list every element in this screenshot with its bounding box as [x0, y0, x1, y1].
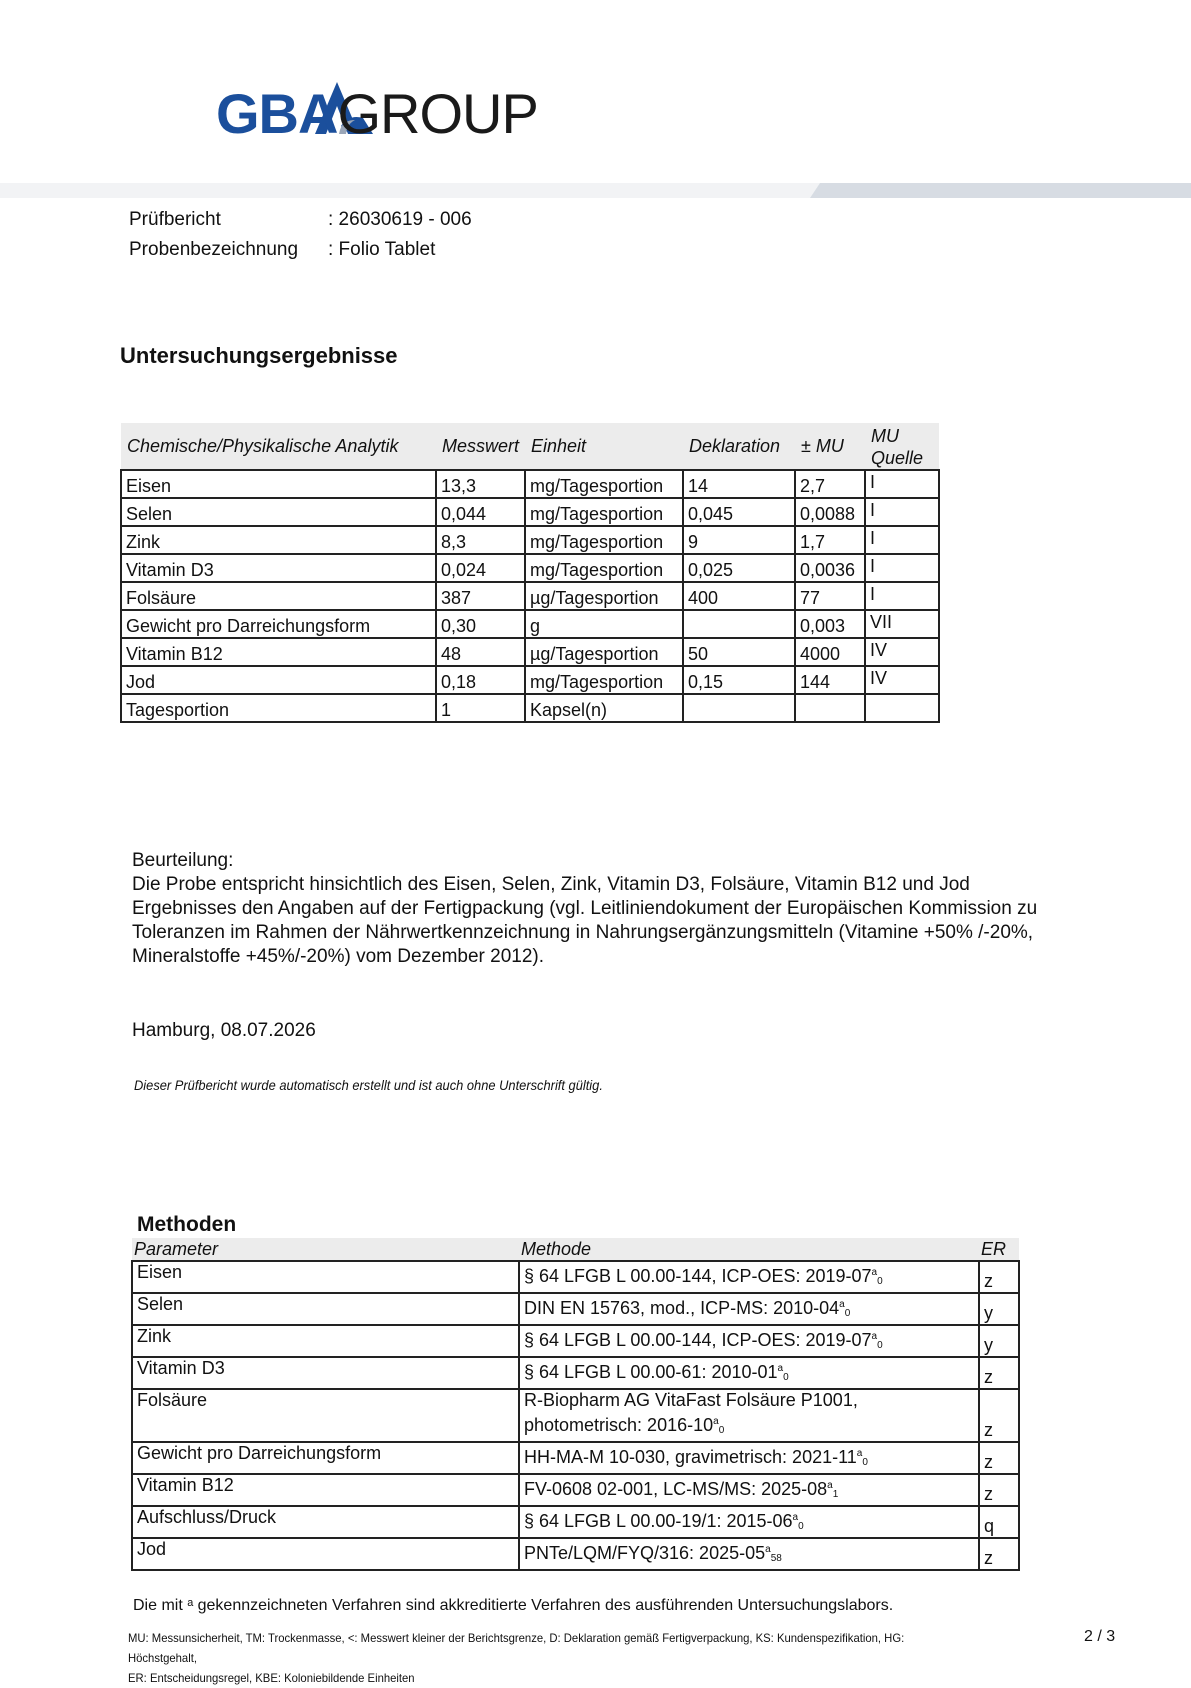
abbreviations-line-2: ER: Entscheidungsregel, KBE: Koloniebildende Einheiten [128, 1671, 415, 1685]
method-cell [519, 1325, 979, 1357]
logo-wordmark [216, 84, 538, 144]
result-declaration-cell: 50 [683, 638, 795, 666]
header-mu-source: MU Quelle [865, 423, 939, 470]
assessment [132, 849, 1072, 969]
result-mu-cell: 1,7 [795, 526, 865, 554]
results-body [121, 470, 939, 722]
header-declaration: Deklaration [683, 423, 795, 470]
accreditation-mark: a [856, 1448, 863, 1459]
result-unit-cell: mg/Tagesportion [525, 498, 683, 526]
method-text-line-1: § 64 LFGB L 00.00-61: 2010-01 [524, 1362, 778, 1382]
result-mu-cell: 4000 [795, 638, 865, 666]
result-unit-cell: mg/Tagesportion [525, 554, 683, 582]
result-mu-source-cell: I [865, 554, 939, 582]
result-mu-cell: 144 [795, 666, 865, 694]
method-cell [519, 1538, 979, 1570]
method-parameter-cell: Selen [132, 1293, 519, 1325]
result-mu-cell [795, 694, 865, 722]
result-mu-cell: 0,0036 [795, 554, 865, 582]
result-analyte-cell: Jod [121, 666, 436, 694]
result-unit-cell: g [525, 610, 683, 638]
method-cell [519, 1357, 979, 1389]
method-parameter-cell: Gewicht pro Darreichungsform [132, 1442, 519, 1474]
result-value-cell: 48 [436, 638, 525, 666]
result-value-cell: 8,3 [436, 526, 525, 554]
method-cell [519, 1506, 979, 1538]
result-value-cell: 13,3 [436, 470, 525, 498]
method-row [132, 1474, 1019, 1506]
method-er-cell: z [979, 1538, 1019, 1570]
result-mu-source-cell: IV [865, 666, 939, 694]
result-mu-source-cell: I [865, 498, 939, 526]
report-number-label: Prüfbericht [129, 209, 221, 230]
result-row [121, 470, 939, 498]
report-number-value: : 26030619 - 006 [328, 209, 472, 230]
logo-text-gba: GBA [216, 82, 338, 145]
result-unit-cell: µg/Tagesportion [525, 638, 683, 666]
result-value-cell: 0,044 [436, 498, 525, 526]
methods-header-row [132, 1238, 1019, 1261]
result-declaration-cell: 0,15 [683, 666, 795, 694]
result-unit-cell: mg/Tagesportion [525, 526, 683, 554]
method-text-line-2: photometrisch: 2016-10 [524, 1415, 714, 1435]
accreditation-mark: a [839, 1299, 845, 1310]
method-row [132, 1538, 1019, 1570]
accreditation-mark: a [827, 1480, 833, 1491]
method-er-cell: z [979, 1261, 1019, 1293]
result-analyte-cell: Vitamin D3 [121, 554, 436, 582]
result-row [121, 638, 939, 666]
method-index: 1 [832, 1489, 839, 1500]
sample-value: : Folio Tablet [328, 239, 436, 260]
method-text-line-1: DIN EN 15763, mod., ICP-MS: 2010-04 [524, 1298, 840, 1318]
results-header-row [121, 423, 939, 470]
method-text-line-1: § 64 LFGB L 00.00-19/1: 2015-06 [524, 1511, 793, 1531]
header-unit: Einheit [525, 423, 683, 470]
header-band [0, 183, 1191, 198]
accreditation-mark: a [765, 1544, 771, 1555]
method-parameter-cell: Vitamin B12 [132, 1474, 519, 1506]
method-index: 0 [877, 1276, 883, 1287]
result-value-cell: 387 [436, 582, 525, 610]
result-row [121, 610, 939, 638]
method-index: 58 [770, 1553, 782, 1564]
method-parameter-cell: Aufschluss/Druck [132, 1506, 519, 1538]
method-er-cell: z [979, 1357, 1019, 1389]
result-analyte-cell: Gewicht pro Darreichungsform [121, 610, 436, 638]
abbreviations-footer [128, 1628, 955, 1688]
result-mu-source-cell [865, 694, 939, 722]
method-index: 0 [718, 1425, 725, 1436]
method-index: 0 [783, 1372, 789, 1383]
header-mu: ± MU [795, 423, 865, 470]
assessment-text: Die Probe entspricht hinsichtlich des Eisen, Selen, Zink, Vitamin D3, Folsäure, Vitamin B12 und Jod Ergebnisses den Angaben auf der Fertigpackung (vgl. Leitliniendokument der Europäischen Kommission zu Toleranzen im Rahmen der Nährwertkennzeichnung in Nahrungsergänzungsmitteln (Vitamine +50% /-20%, Mineralstoffe +45%/-20%) vom Dezember 2012). [132, 874, 1038, 967]
accreditation-mark: a [713, 1416, 719, 1427]
results-title: Untersuchungsergebnisse [120, 343, 398, 368]
result-value-cell: 0,024 [436, 554, 525, 582]
result-declaration-cell: 400 [683, 582, 795, 610]
method-cell [519, 1293, 979, 1325]
method-parameter-cell: Eisen [132, 1261, 519, 1293]
method-index: 0 [798, 1521, 804, 1532]
result-analyte-cell: Tagesportion [121, 694, 436, 722]
method-row [132, 1442, 1019, 1474]
method-row [132, 1261, 1019, 1293]
result-analyte-cell: Vitamin B12 [121, 638, 436, 666]
place-date: Hamburg, 08.07.2026 [132, 1020, 316, 1041]
assessment-label: Beurteilung: [132, 850, 234, 871]
method-text-line-1: R-Biopharm AG VitaFast Folsäure P1001, [524, 1390, 858, 1410]
method-index: 0 [877, 1340, 883, 1351]
result-mu-source-cell: I [865, 470, 939, 498]
result-unit-cell: mg/Tagesportion [525, 666, 683, 694]
method-text-line-1: PNTe/LQM/FYQ/316: 2025-05 [524, 1543, 766, 1563]
method-er-cell: y [979, 1293, 1019, 1325]
method-index: 0 [862, 1457, 868, 1468]
result-declaration-cell [683, 694, 795, 722]
method-text-line-1: FV-0608 02-001, LC-MS/MS: 2025-08 [524, 1479, 828, 1499]
result-mu-source-cell: IV [865, 638, 939, 666]
result-mu-source-cell: I [865, 526, 939, 554]
result-mu-cell: 0,003 [795, 610, 865, 638]
method-text-line-1: § 64 LFGB L 00.00-144, ICP-OES: 2019-07 [524, 1266, 872, 1286]
methods-table [131, 1238, 1020, 1571]
methods-body [132, 1261, 1019, 1570]
result-unit-cell: µg/Tagesportion [525, 582, 683, 610]
result-row [121, 582, 939, 610]
page-number: 2 / 3 [1084, 1628, 1116, 1645]
result-analyte-cell: Selen [121, 498, 436, 526]
result-mu-cell: 2,7 [795, 470, 865, 498]
method-parameter-cell: Folsäure [132, 1389, 519, 1442]
methods-title: Methoden [137, 1213, 237, 1236]
method-er-cell: q [979, 1506, 1019, 1538]
result-declaration-cell: 14 [683, 470, 795, 498]
result-analyte-cell: Folsäure [121, 582, 436, 610]
method-er-cell: y [979, 1325, 1019, 1357]
method-parameter-cell: Zink [132, 1325, 519, 1357]
header-parameter: Parameter [132, 1238, 519, 1261]
accreditation-mark: a [871, 1331, 878, 1342]
result-declaration-cell [683, 610, 795, 638]
method-er-cell: z [979, 1442, 1019, 1474]
results-table [120, 423, 940, 723]
result-analyte-cell: Zink [121, 526, 436, 554]
method-cell [519, 1474, 979, 1506]
accreditation-note: Die mit ᵃ gekennzeichneten Verfahren sind akkreditierte Verfahren des ausführenden Untersuchungslabors. [133, 1597, 894, 1614]
method-row [132, 1506, 1019, 1538]
result-declaration-cell: 9 [683, 526, 795, 554]
method-row [132, 1357, 1019, 1389]
method-index: 0 [844, 1308, 851, 1319]
result-mu-cell: 77 [795, 582, 865, 610]
header-er: ER [979, 1238, 1019, 1261]
accreditation-mark: a [792, 1512, 799, 1523]
header-value: Messwert [436, 423, 525, 470]
header-method: Methode [519, 1238, 979, 1261]
result-analyte-cell: Eisen [121, 470, 436, 498]
result-value-cell: 0,30 [436, 610, 525, 638]
logo-text-group: GROUP [337, 82, 538, 145]
abbreviations-line-1: MU: Messunsicherheit, TM: Trockenmasse, <: Messwert kleiner der Berichtsgrenze, D: Deklaration gemäß Fertigverpackung, KS: Kundenspezifikation, HG: Höchstgehalt, [128, 1631, 905, 1665]
result-value-cell: 0,18 [436, 666, 525, 694]
result-value-cell: 1 [436, 694, 525, 722]
accreditation-mark: a [871, 1267, 878, 1278]
result-row [121, 694, 939, 722]
result-mu-source-cell: I [865, 582, 939, 610]
accreditation-mark: a [777, 1363, 784, 1374]
method-row [132, 1389, 1019, 1442]
method-parameter-cell: Vitamin D3 [132, 1357, 519, 1389]
result-row [121, 526, 939, 554]
result-unit-cell: mg/Tagesportion [525, 470, 683, 498]
result-row [121, 554, 939, 582]
result-mu-cell: 0,0088 [795, 498, 865, 526]
method-er-cell: z [979, 1474, 1019, 1506]
auto-generated-note: Dieser Prüfbericht wurde automatisch erstellt und ist auch ohne Unterschrift gültig. [134, 1077, 603, 1093]
method-cell [519, 1442, 979, 1474]
method-cell [519, 1261, 979, 1293]
method-row [132, 1325, 1019, 1357]
header-analyte: Chemische/Physikalische Analytik [121, 423, 436, 470]
result-declaration-cell: 0,045 [683, 498, 795, 526]
result-unit-cell: Kapsel(n) [525, 694, 683, 722]
result-mu-source-cell: VII [865, 610, 939, 638]
method-cell [519, 1389, 979, 1442]
method-er-cell: z [979, 1389, 1019, 1442]
result-row [121, 666, 939, 694]
method-parameter-cell: Jod [132, 1538, 519, 1570]
sample-label: Probenbezeichnung [129, 239, 299, 260]
result-declaration-cell: 0,025 [683, 554, 795, 582]
method-text-line-1: HH-MA-M 10-030, gravimetrisch: 2021-11 [524, 1447, 857, 1467]
method-row [132, 1293, 1019, 1325]
result-row [121, 498, 939, 526]
method-text-line-1: § 64 LFGB L 00.00-144, ICP-OES: 2019-07 [524, 1330, 872, 1350]
